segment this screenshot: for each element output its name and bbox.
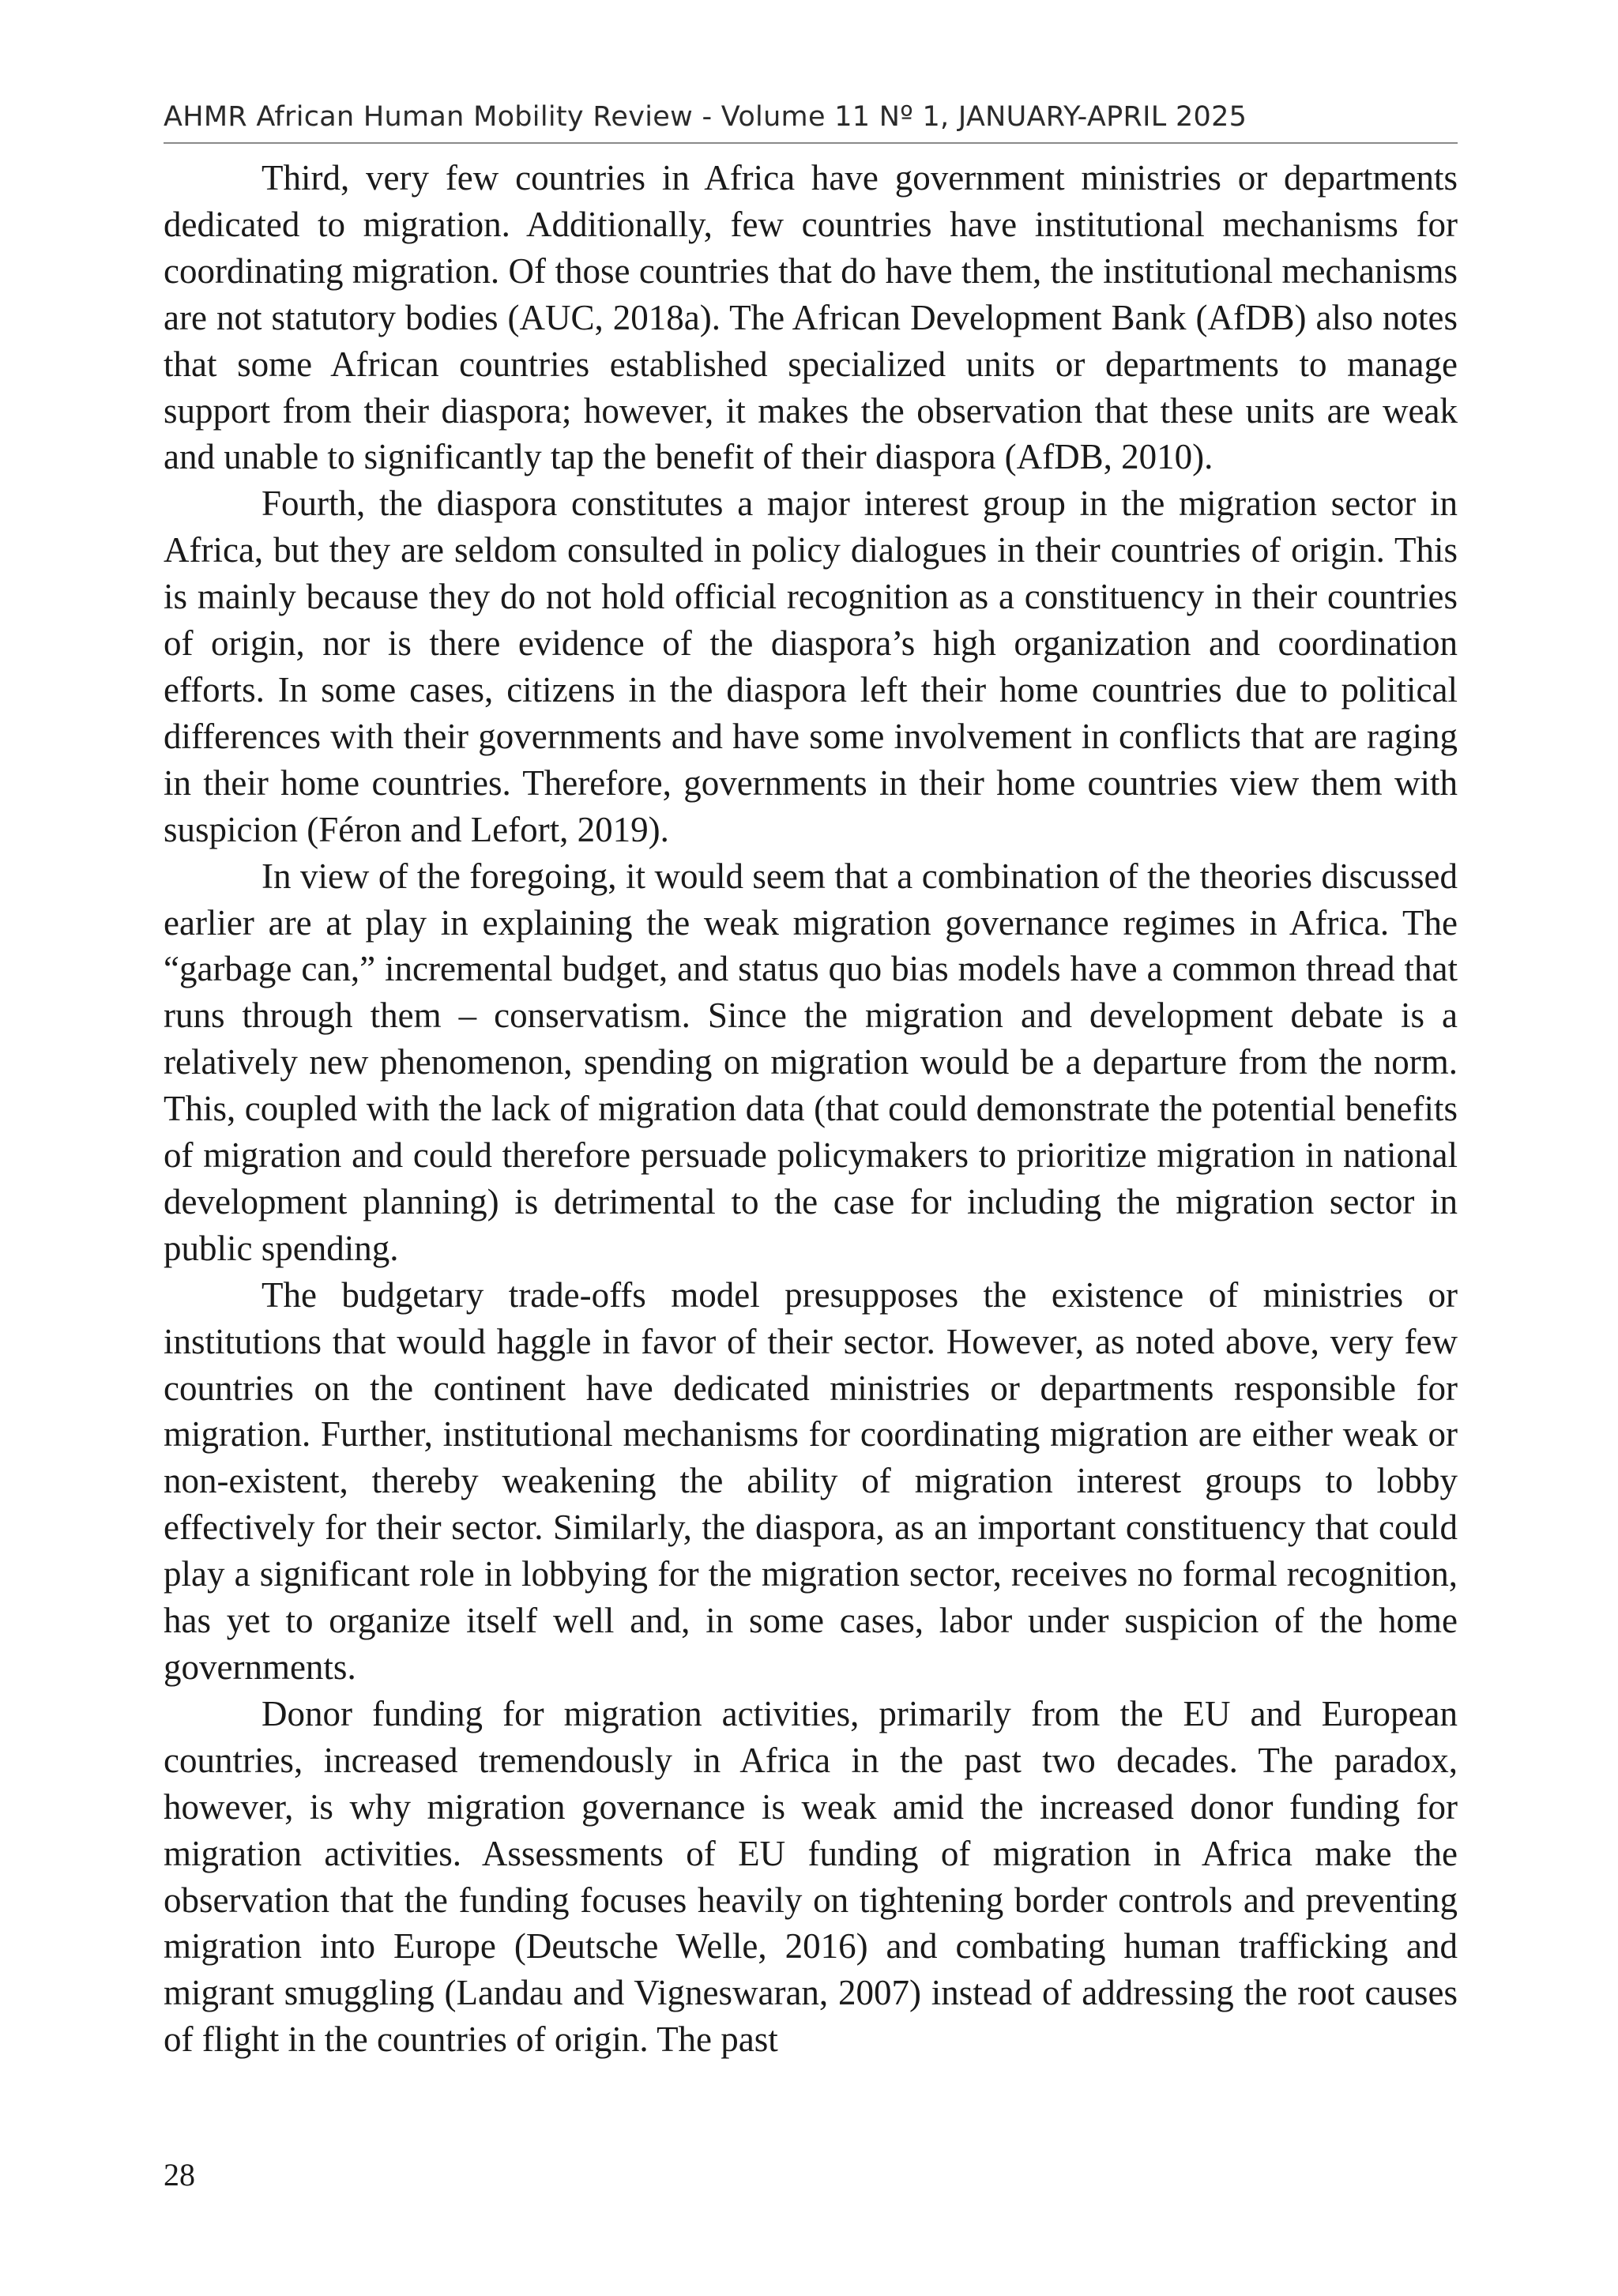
paragraph: The budgetary trade-offs model presupposes the existence of ministries or institutions that would haggle in favor of their sector. However, as noted above, very few countries on the continent have dedicated ministries or departments responsible for migration. Further, institutional mechanisms for coordinating migration are either weak or non-existent, thereby weakening the ability of migration interest groups to lobby effectively for their sector. Similarly, the diaspora, as an important constituency that could play a significant role in lobbying for the migration sector, receives no formal recognition, has yet to organize itself well and, in some cases, labor under suspicion of the home governments. [164,1274,1458,1687]
paragraph: In view of the foregoing, it would seem that a combination of the theories discussed earlier are at play in explaining the weak migration governance regimes in Africa. The “garbage can,” incremental budget, and status quo bias models have a common thread that runs through them – conservatism. Since the migration and development debate is a relatively new phenomenon, spending on migration would be a departure from the norm. This, coupled with the lack of migration data (that could demonstrate the potential benefits of migration and could therefore persuade policymakers to prioritize migration in national development planning) is detrimental to the case for including the migration sector in public spending. [164,856,1458,1268]
paragraph: Fourth, the diaspora constitutes a major interest group in the migration sector in Africa, but they are seldom consulted in policy dialogues in their countries of origin. This is mainly because they do not hold official recognition as a constituency in their countries of origin, nor is there evidence of the diaspora’s high organization and coordination efforts. In some cases, citizens in the diaspora left their home countries due to political differences with their governments and have some involvement in conflicts that are raging in their home countries. Therefore, governments in their home countries view them with suspicion (Féron and Lefort, 2019). [164,484,1458,849]
running-header: AHMR African Human Mobility Review - Volume 11 Nº 1, JANUARY-APRIL 2025 [164,101,1247,133]
header-divider [164,142,1458,144]
paragraph: Third, very few countries in Africa have government ministries or departments dedicated to migration. Additionally, few countries have institutional mechanisms for coordinating migration. Of those countries that do have them, the institutional mechanisms are not statutory bodies (AUC, 2018a). The African Development Bank (AfDB) also notes that some African countries established specialized units or departments to manage support from their diaspora; however, it makes the observation that these units are weak and unable to significantly tap the benefit of their diaspora (AfDB, 2010). [164,158,1458,477]
page-number: 28 [164,2157,195,2192]
document-page [164,0,1458,2296]
paragraph: Donor funding for migration activities, primarily from the EU and European countries, increased tremendously in Africa in the past two decades. The paradox, however, is why migration governance is weak amid the increased donor funding for migration activities. Assessments of EU funding of migration in Africa make the observation that the funding focuses heavily on tightening border controls and preventing migration into Europe (Deutsche Welle, 2016) and combating human trafficking and migrant smuggling (Landau and Vigneswaran, 2007) instead of addressing the root causes of flight in the countries of origin. The past [164,1693,1458,2060]
body-text [164,155,1458,2063]
